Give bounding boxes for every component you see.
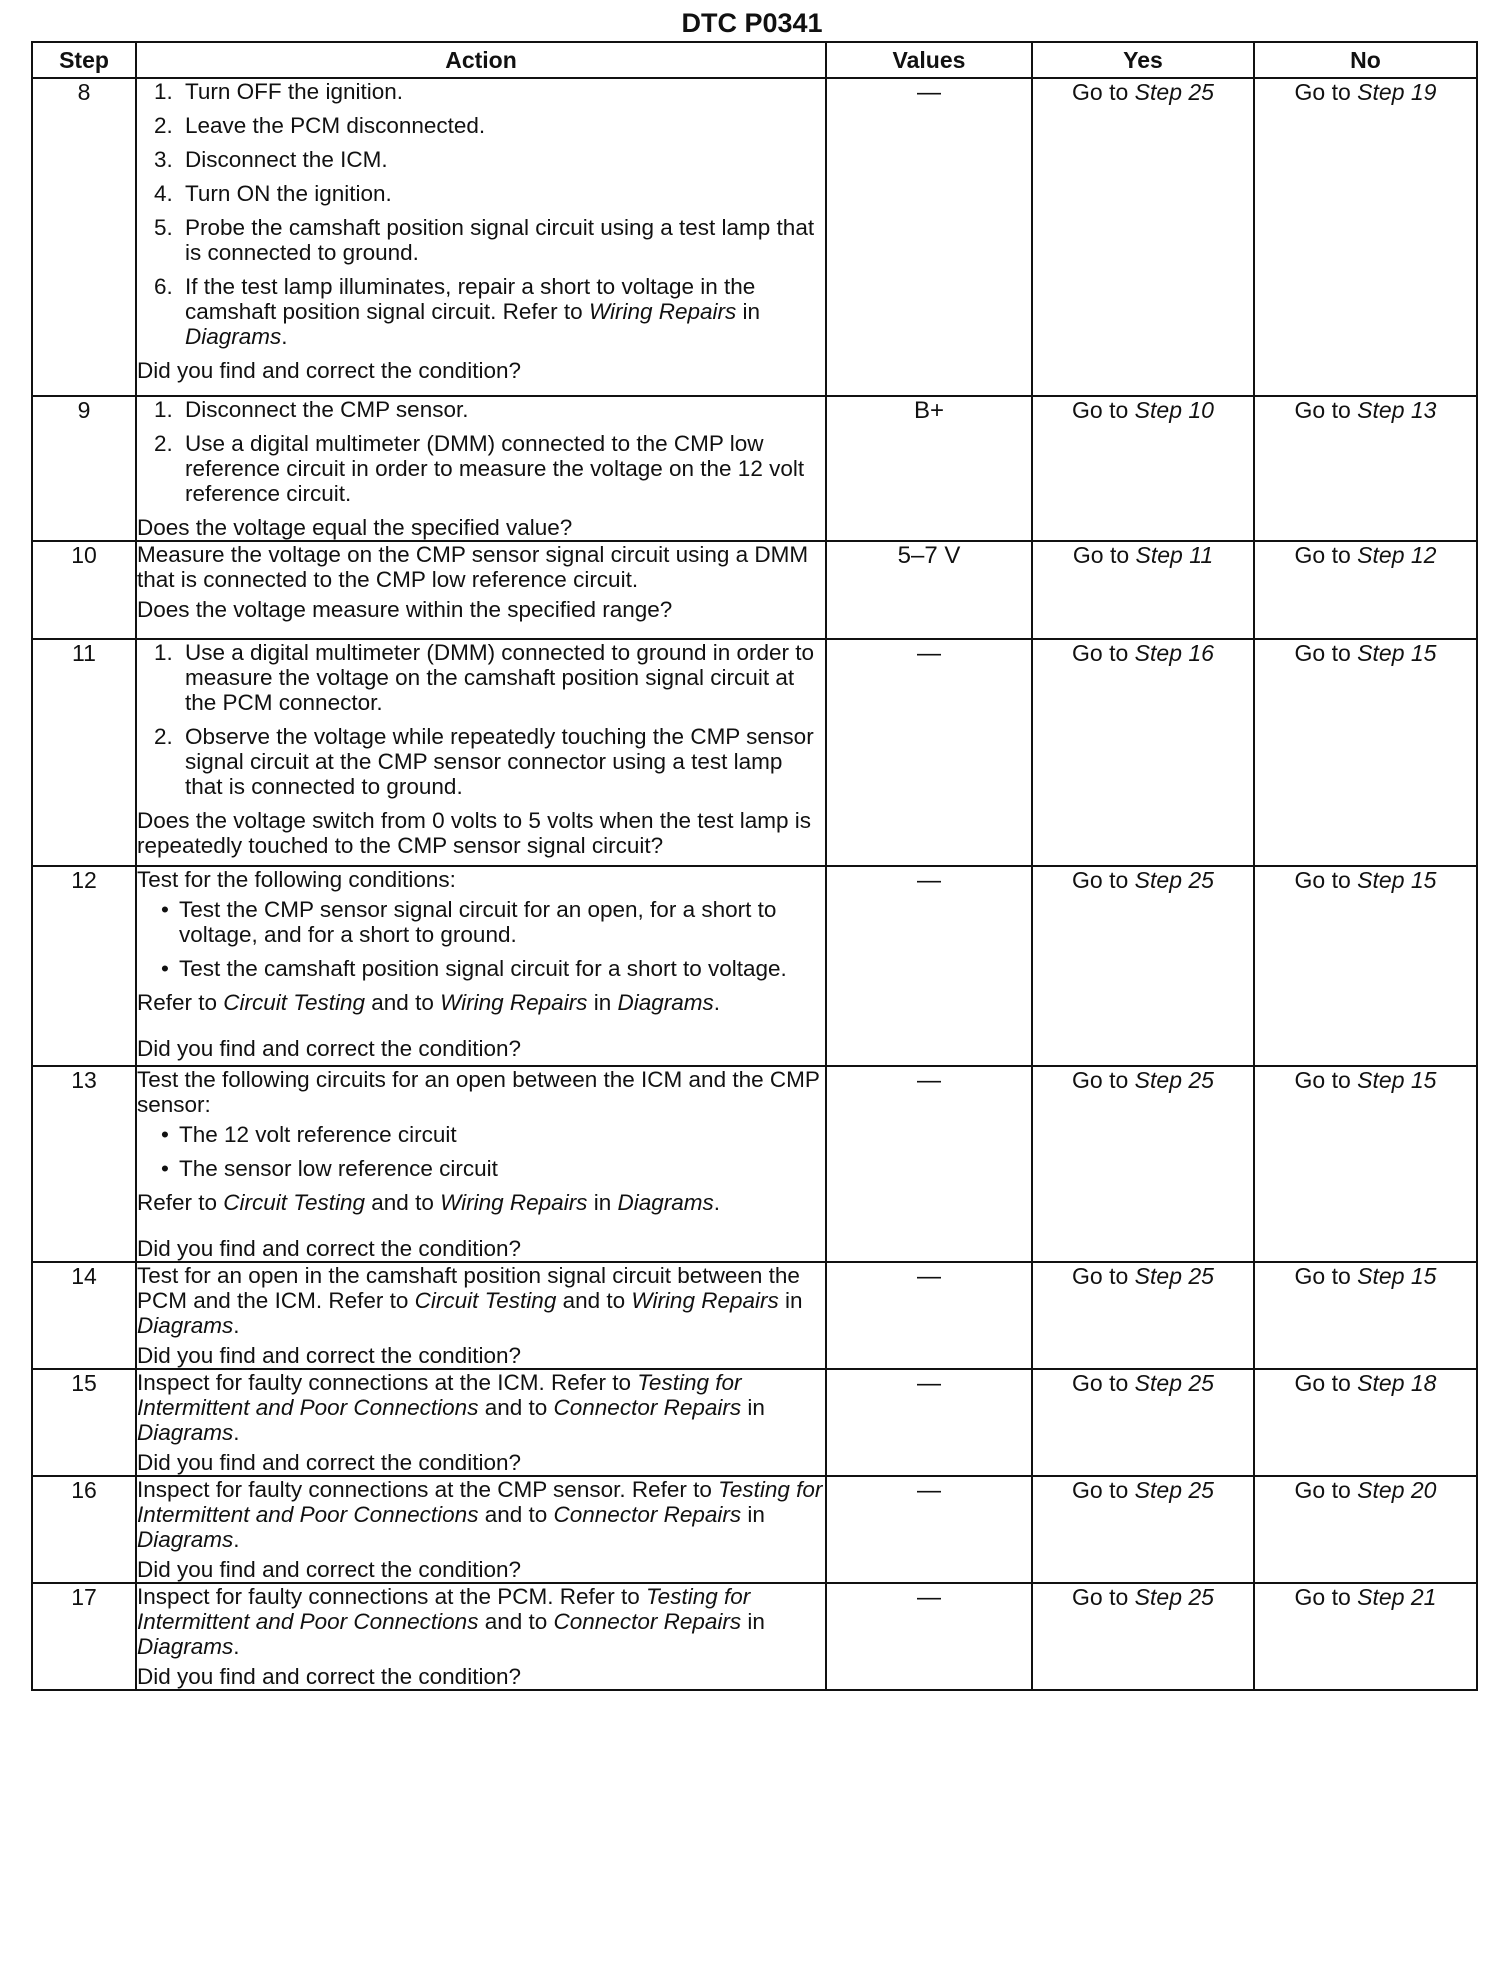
goto-prefix: Go to bbox=[1294, 542, 1358, 568]
table-row bbox=[32, 1262, 1477, 1369]
no-cell bbox=[1254, 1476, 1477, 1583]
yes-cell bbox=[1032, 1262, 1254, 1369]
yes-target-step[interactable]: Step 25 bbox=[1134, 867, 1214, 893]
action-steps bbox=[137, 640, 825, 799]
no-cell bbox=[1254, 1066, 1477, 1262]
goto-prefix: Go to bbox=[1294, 1263, 1358, 1289]
no-target-step[interactable]: Step 12 bbox=[1357, 542, 1437, 568]
yes-target-step[interactable]: Step 10 bbox=[1134, 397, 1214, 423]
table-row bbox=[32, 78, 1477, 396]
no-cell bbox=[1254, 78, 1477, 396]
yes-cell bbox=[1032, 639, 1254, 866]
action-cell bbox=[136, 1369, 826, 1476]
action-question: Did you find and correct the condition? bbox=[137, 1664, 521, 1689]
step-number: 11 bbox=[32, 639, 136, 866]
action-conditions bbox=[137, 1122, 825, 1181]
yes-target-step[interactable]: Step 11 bbox=[1135, 542, 1214, 568]
goto-prefix: Go to bbox=[1072, 542, 1136, 568]
step-number: 10 bbox=[32, 541, 136, 639]
value-cell: — bbox=[826, 639, 1032, 866]
action-intro: Test the following circuits for an open between the ICM and the CMP sensor: bbox=[137, 1067, 820, 1117]
action-step: 6. If the test lamp illuminates, repair a short to voltage in the camshaft position signal circuit. Refer to Wiring Repairs in Diagrams. bbox=[179, 274, 825, 349]
goto-prefix: Go to bbox=[1072, 397, 1135, 423]
action-cell bbox=[136, 639, 826, 866]
step-number: 14 bbox=[32, 1262, 136, 1369]
goto-prefix: Go to bbox=[1294, 1584, 1358, 1610]
step-number: 9 bbox=[32, 396, 136, 541]
action-text: Test for an open in the camshaft position signal circuit between the PCM and the ICM. Refer to Circuit Testing and to Wiring Repairs in Diagrams. bbox=[137, 1263, 803, 1338]
value-cell: — bbox=[826, 1066, 1032, 1262]
action-question: Did you find and correct the condition? bbox=[137, 1450, 521, 1475]
condition-item: • Test the CMP sensor signal circuit for an open, for a short to voltage, and for a short to ground. bbox=[179, 897, 825, 947]
action-cell bbox=[136, 396, 826, 541]
yes-cell bbox=[1032, 78, 1254, 396]
no-target-step[interactable]: Step 15 bbox=[1357, 867, 1437, 893]
yes-cell bbox=[1032, 1476, 1254, 1583]
goto-prefix: Go to bbox=[1072, 1477, 1135, 1503]
value-cell: — bbox=[826, 1262, 1032, 1369]
goto-prefix: Go to bbox=[1294, 867, 1358, 893]
step-number: 13 bbox=[32, 1066, 136, 1262]
action-question: Does the voltage measure within the specified range? bbox=[137, 597, 673, 622]
yes-target-step[interactable]: Step 25 bbox=[1134, 1067, 1214, 1093]
no-cell bbox=[1254, 1583, 1477, 1690]
step-number: 8 bbox=[32, 78, 136, 396]
action-text: Inspect for faulty connections at the ICM. Refer to Testing for Intermittent and Poor Connections and to Connector Repairs in Diagrams. bbox=[137, 1370, 765, 1445]
value-cell: — bbox=[826, 1476, 1032, 1583]
yes-cell bbox=[1032, 866, 1254, 1066]
step-number: 16 bbox=[32, 1476, 136, 1583]
table-row bbox=[32, 1583, 1477, 1690]
value-cell: 5–7 V bbox=[826, 541, 1032, 639]
goto-prefix: Go to bbox=[1072, 1584, 1135, 1610]
action-step: 1. Disconnect the CMP sensor. bbox=[179, 397, 825, 422]
no-target-step[interactable]: Step 19 bbox=[1357, 79, 1437, 105]
no-target-step[interactable]: Step 15 bbox=[1357, 1067, 1437, 1093]
yes-target-step[interactable]: Step 25 bbox=[1134, 1263, 1214, 1289]
action-step: 3. Disconnect the ICM. bbox=[179, 147, 825, 172]
action-cell bbox=[136, 541, 826, 639]
no-cell bbox=[1254, 396, 1477, 541]
value-cell: — bbox=[826, 1583, 1032, 1690]
goto-prefix: Go to bbox=[1294, 1067, 1358, 1093]
action-step: 1. Use a digital multimeter (DMM) connected to ground in order to measure the voltage on the camshaft position signal circuit at the PCM connector. bbox=[179, 640, 825, 715]
spacer bbox=[137, 1020, 825, 1036]
header-values: Values bbox=[826, 42, 1032, 78]
value-cell: — bbox=[826, 78, 1032, 396]
action-intro: Test for the following conditions: bbox=[137, 867, 456, 892]
action-cell bbox=[136, 1066, 826, 1262]
step-number: 15 bbox=[32, 1369, 136, 1476]
action-question: Did you find and correct the condition? bbox=[137, 358, 521, 383]
header-step: Step bbox=[32, 42, 136, 78]
header-no: No bbox=[1254, 42, 1477, 78]
action-text: Inspect for faulty connections at the PCM. Refer to Testing for Intermittent and Poor Connections and to Connector Repairs in Diagrams. bbox=[137, 1584, 765, 1659]
table-body bbox=[32, 78, 1477, 1690]
value-cell: — bbox=[826, 1369, 1032, 1476]
action-steps bbox=[137, 397, 825, 506]
yes-cell bbox=[1032, 1066, 1254, 1262]
action-cell bbox=[136, 1476, 826, 1583]
goto-prefix: Go to bbox=[1294, 397, 1358, 423]
action-question: Does the voltage equal the specified value? bbox=[137, 515, 573, 540]
no-target-step[interactable]: Step 13 bbox=[1357, 397, 1437, 423]
goto-prefix: Go to bbox=[1072, 1067, 1135, 1093]
action-question: Did you find and correct the condition? bbox=[137, 1036, 521, 1061]
goto-prefix: Go to bbox=[1072, 1370, 1135, 1396]
yes-target-step[interactable]: Step 25 bbox=[1134, 1584, 1214, 1610]
value-cell: B+ bbox=[826, 396, 1032, 541]
document-title: DTC P0341 bbox=[681, 8, 823, 38]
action-text: Inspect for faulty connections at the CMP sensor. Refer to Testing for Intermittent and Poor Connections and to Connector Repairs in Diagrams. bbox=[137, 1477, 823, 1552]
action-question: Did you find and correct the condition? bbox=[137, 1557, 521, 1582]
no-cell bbox=[1254, 639, 1477, 866]
no-target-step[interactable]: Step 18 bbox=[1357, 1370, 1437, 1396]
header-yes: Yes bbox=[1032, 42, 1254, 78]
table-row bbox=[32, 541, 1477, 639]
yes-target-step[interactable]: Step 25 bbox=[1134, 1370, 1214, 1396]
header-row bbox=[32, 42, 1477, 78]
step-number: 12 bbox=[32, 866, 136, 1066]
goto-prefix: Go to bbox=[1072, 79, 1135, 105]
action-steps bbox=[137, 79, 825, 349]
condition-item: • The sensor low reference circuit bbox=[179, 1156, 825, 1181]
table-row bbox=[32, 1369, 1477, 1476]
action-step: 2. Observe the voltage while repeatedly touching the CMP sensor signal circuit at the CMP sensor connector using a test lamp that is connected to ground. bbox=[179, 724, 825, 799]
action-question: Did you find and correct the condition? bbox=[137, 1236, 521, 1261]
action-cell bbox=[136, 78, 826, 396]
goto-prefix: Go to bbox=[1294, 1370, 1358, 1396]
value-cell: — bbox=[826, 866, 1032, 1066]
table-row bbox=[32, 866, 1477, 1066]
no-cell bbox=[1254, 1262, 1477, 1369]
action-step: 4. Turn ON the ignition. bbox=[179, 181, 825, 206]
header-action: Action bbox=[136, 42, 826, 78]
condition-item: • Test the camshaft position signal circuit for a short to voltage. bbox=[179, 956, 825, 981]
table-row bbox=[32, 639, 1477, 866]
no-target-step[interactable]: Step 21 bbox=[1357, 1584, 1437, 1610]
action-cell bbox=[136, 1583, 826, 1690]
spacer bbox=[137, 1220, 825, 1236]
no-cell bbox=[1254, 1369, 1477, 1476]
goto-prefix: Go to bbox=[1294, 640, 1358, 666]
no-target-step[interactable]: Step 15 bbox=[1357, 1263, 1437, 1289]
no-cell bbox=[1254, 866, 1477, 1066]
yes-target-step[interactable]: Step 25 bbox=[1134, 1477, 1214, 1503]
table-row bbox=[32, 1066, 1477, 1262]
action-cell bbox=[136, 1262, 826, 1369]
action-step: 1. Turn OFF the ignition. bbox=[179, 79, 825, 104]
yes-target-step[interactable]: Step 16 bbox=[1134, 640, 1214, 666]
goto-prefix: Go to bbox=[1294, 79, 1358, 105]
condition-item: • The 12 volt reference circuit bbox=[179, 1122, 825, 1147]
yes-target-step[interactable]: Step 25 bbox=[1134, 79, 1214, 105]
table-row bbox=[32, 1476, 1477, 1583]
yes-cell bbox=[1032, 1583, 1254, 1690]
goto-prefix: Go to bbox=[1072, 1263, 1135, 1289]
action-step: 2. Leave the PCM disconnected. bbox=[179, 113, 825, 138]
action-question: Did you find and correct the condition? bbox=[137, 1343, 521, 1368]
action-conditions bbox=[137, 897, 825, 981]
yes-cell bbox=[1032, 1369, 1254, 1476]
no-cell bbox=[1254, 541, 1477, 639]
goto-prefix: Go to bbox=[1072, 867, 1135, 893]
action-step: 5. Probe the camshaft position signal circuit using a test lamp that is connected to ground. bbox=[179, 215, 825, 265]
diagnostic-table bbox=[31, 41, 1478, 1691]
goto-prefix: Go to bbox=[1072, 640, 1135, 666]
no-target-step[interactable]: Step 20 bbox=[1357, 1477, 1437, 1503]
table-row bbox=[32, 396, 1477, 541]
yes-cell bbox=[1032, 541, 1254, 639]
step-number: 17 bbox=[32, 1583, 136, 1690]
yes-cell bbox=[1032, 396, 1254, 541]
action-question: Does the voltage switch from 0 volts to 5 volts when the test lamp is repeatedly touched to the CMP sensor signal circuit? bbox=[137, 808, 812, 858]
action-step: 2. Use a digital multimeter (DMM) connected to the CMP low reference circuit in order to measure the voltage on the 12 volt reference circuit. bbox=[179, 431, 825, 506]
action-reference: Refer to Circuit Testing and to Wiring Repairs in Diagrams. bbox=[137, 1190, 720, 1215]
action-text: Measure the voltage on the CMP sensor signal circuit using a DMM that is connected to the CMP low reference circuit. bbox=[137, 542, 809, 592]
no-target-step[interactable]: Step 15 bbox=[1357, 640, 1437, 666]
goto-prefix: Go to bbox=[1294, 1477, 1358, 1503]
action-cell bbox=[136, 866, 826, 1066]
action-reference: Refer to Circuit Testing and to Wiring Repairs in Diagrams. bbox=[137, 990, 720, 1015]
